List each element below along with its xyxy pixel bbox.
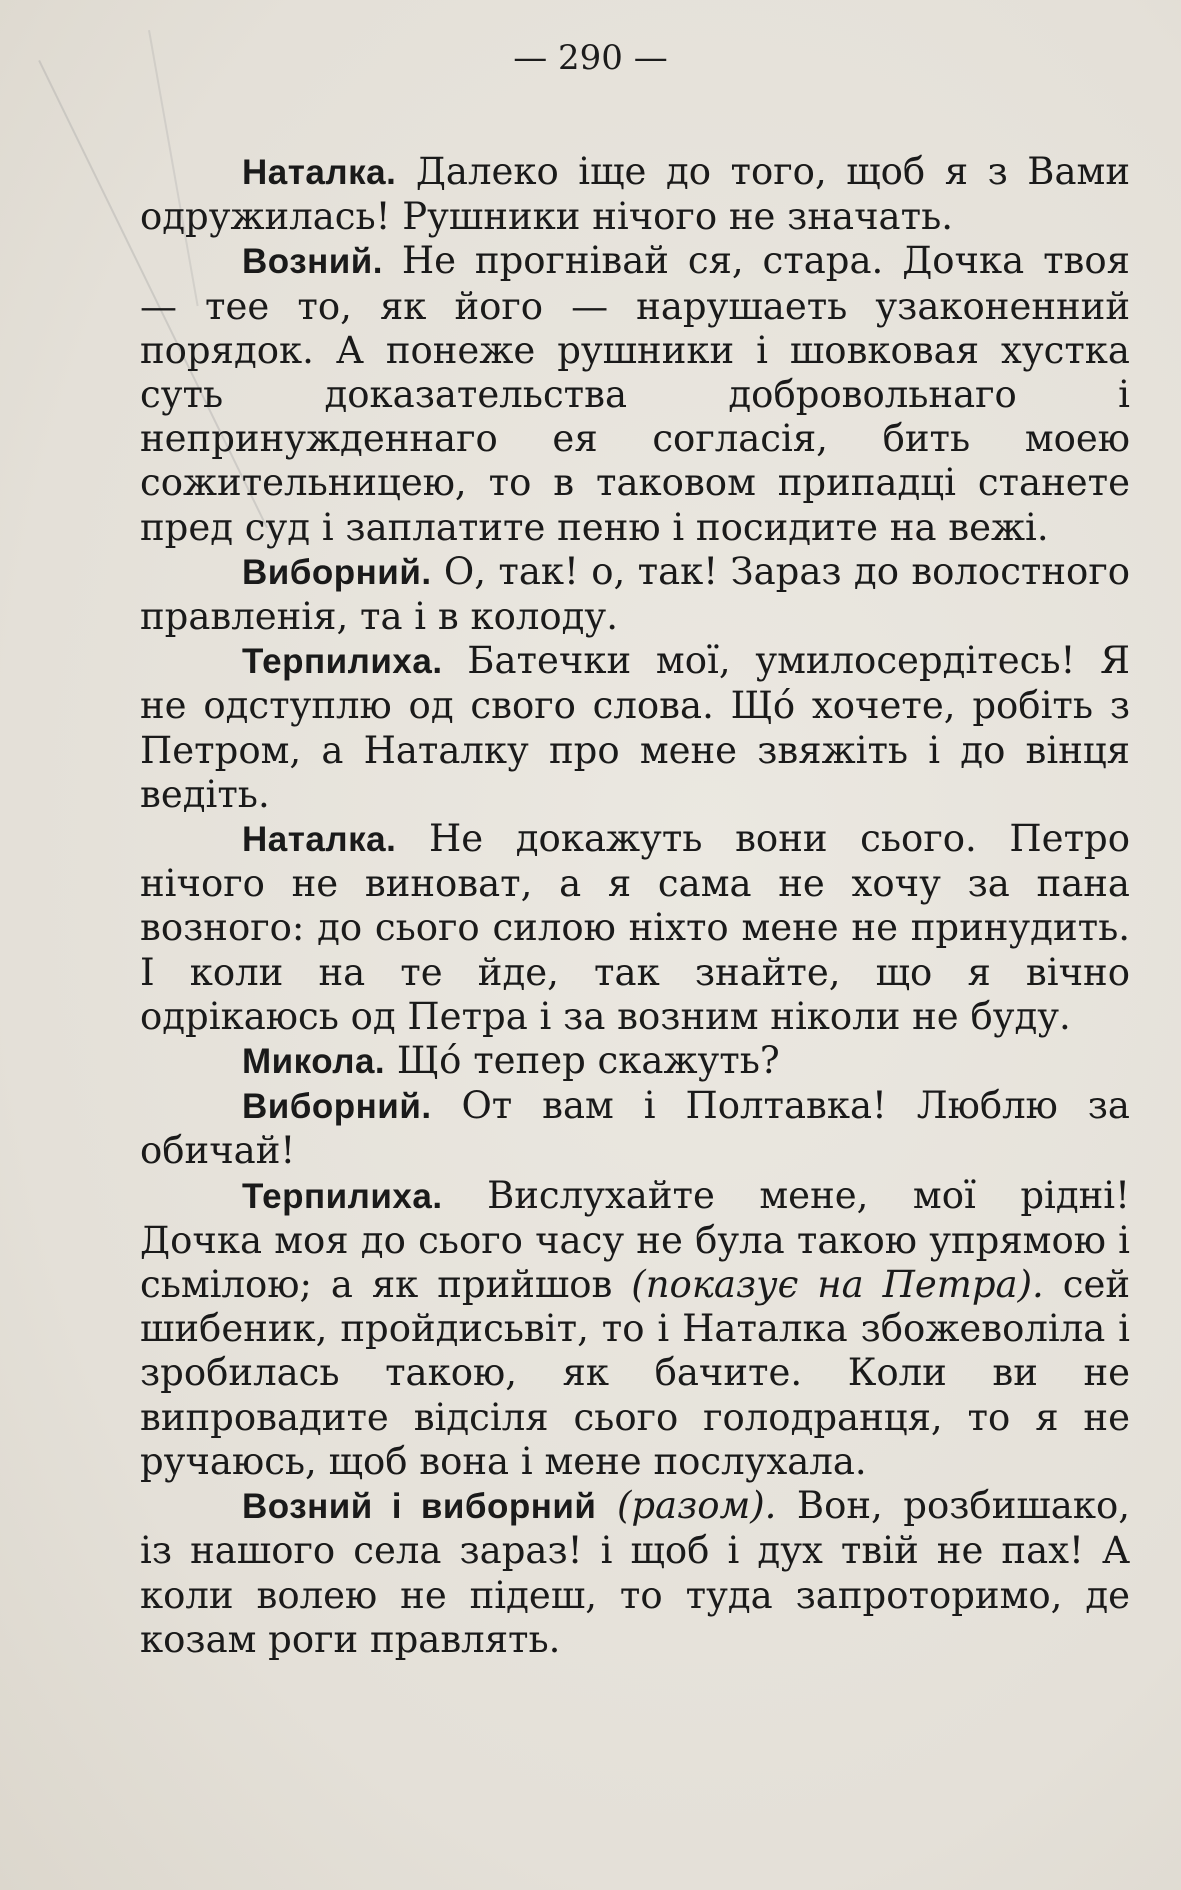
speaker-name: Виборний. <box>242 552 432 592</box>
speech-text-continued: сей шибеник, пройдисьвіт, то і Наталка збожеволіла і зробилась такою, як бачите. Коли ви не випровадите відсіля сього голодранця, то я не ручаюсь, щоб вона і мене послухала. <box>140 1263 1131 1483</box>
speaker-name: Терпилиха. <box>242 1176 443 1216</box>
speaker-name: Возний. <box>242 242 383 282</box>
speech-text: Вислухайте мене, мої рідні! Дочка моя до сього часу не була такою упрямою і сьмілою; а як прийшов <box>140 1173 1130 1307</box>
speech-text: От вам і Полтавка! Люблю за обичай! <box>140 1084 1130 1173</box>
speech-text: Батечки мої, умилосердітесь! Я не одступлю од свого слова. Щó хочете, робіть з Петром, а Наталку про мене звяжіть і до вінця ведіть. <box>140 639 1130 816</box>
speaker-name: Возний і виборний <box>242 1487 597 1527</box>
speaker-name: Виборний. <box>242 1087 432 1127</box>
dialogue-paragraph <box>140 1084 1130 1173</box>
stage-direction: (показує на Петра). <box>631 1263 1044 1307</box>
stage-direction: (разом). <box>616 1484 777 1528</box>
dialogue-paragraph <box>140 639 1130 817</box>
dialogue-paragraph <box>140 1039 1130 1084</box>
speech-text <box>596 1484 616 1527</box>
dialogue-paragraph <box>140 550 1130 639</box>
speaker-name: Микола. <box>242 1042 386 1082</box>
speech-text-continued: Вон, розбишако, із нашого села зараз! і щоб і дух твій не пах! А коли волею не підеш, то туда запроторимо, де козам роги правлять. <box>140 1484 1130 1661</box>
play-text <box>140 150 1130 1662</box>
speaker-name: Наталка. <box>242 820 397 860</box>
dialogue-paragraph <box>140 239 1130 549</box>
speech-text: Щó тепер скажуть? <box>385 1039 780 1083</box>
speech-text: Не прогнівай ся, стара. Дочка твоя — тее то, як його — нарушаеть узаконенний порядок. А понеже рушники і шовковая хустка суть доказательства добровольнаго і непринужденнаго ея согласія, бить моею сожительницею, то в таковом припадці станете пред суд і заплатите пеню і посидите на вежі. <box>140 239 1130 549</box>
speech-text: О, так! о, так! Зараз до волостного правленія, та і в колоду. <box>140 549 1130 639</box>
page-number: — 290 — <box>513 38 668 78</box>
dialogue-paragraph <box>140 150 1130 239</box>
speaker-name: Наталка. <box>242 153 397 192</box>
dialogue-paragraph <box>140 1174 1130 1484</box>
speaker-name: Терпилиха. <box>242 642 443 682</box>
speech-text: Далеко іще до того, щоб я з Вами одружилась! Рушники нічого не значать. <box>140 150 1130 239</box>
dialogue-paragraph <box>140 1484 1130 1662</box>
dialogue-paragraph <box>140 817 1130 1039</box>
speech-text: Не докажуть вони сього. Петро нічого не виноват, а я сама не хочу за пана возного: до сього силою ніхто мене не принудить. І коли на те йде, так знайте, що я вічно одрікаюсь од Петра і за возним ніколи не буду. <box>140 817 1130 1038</box>
